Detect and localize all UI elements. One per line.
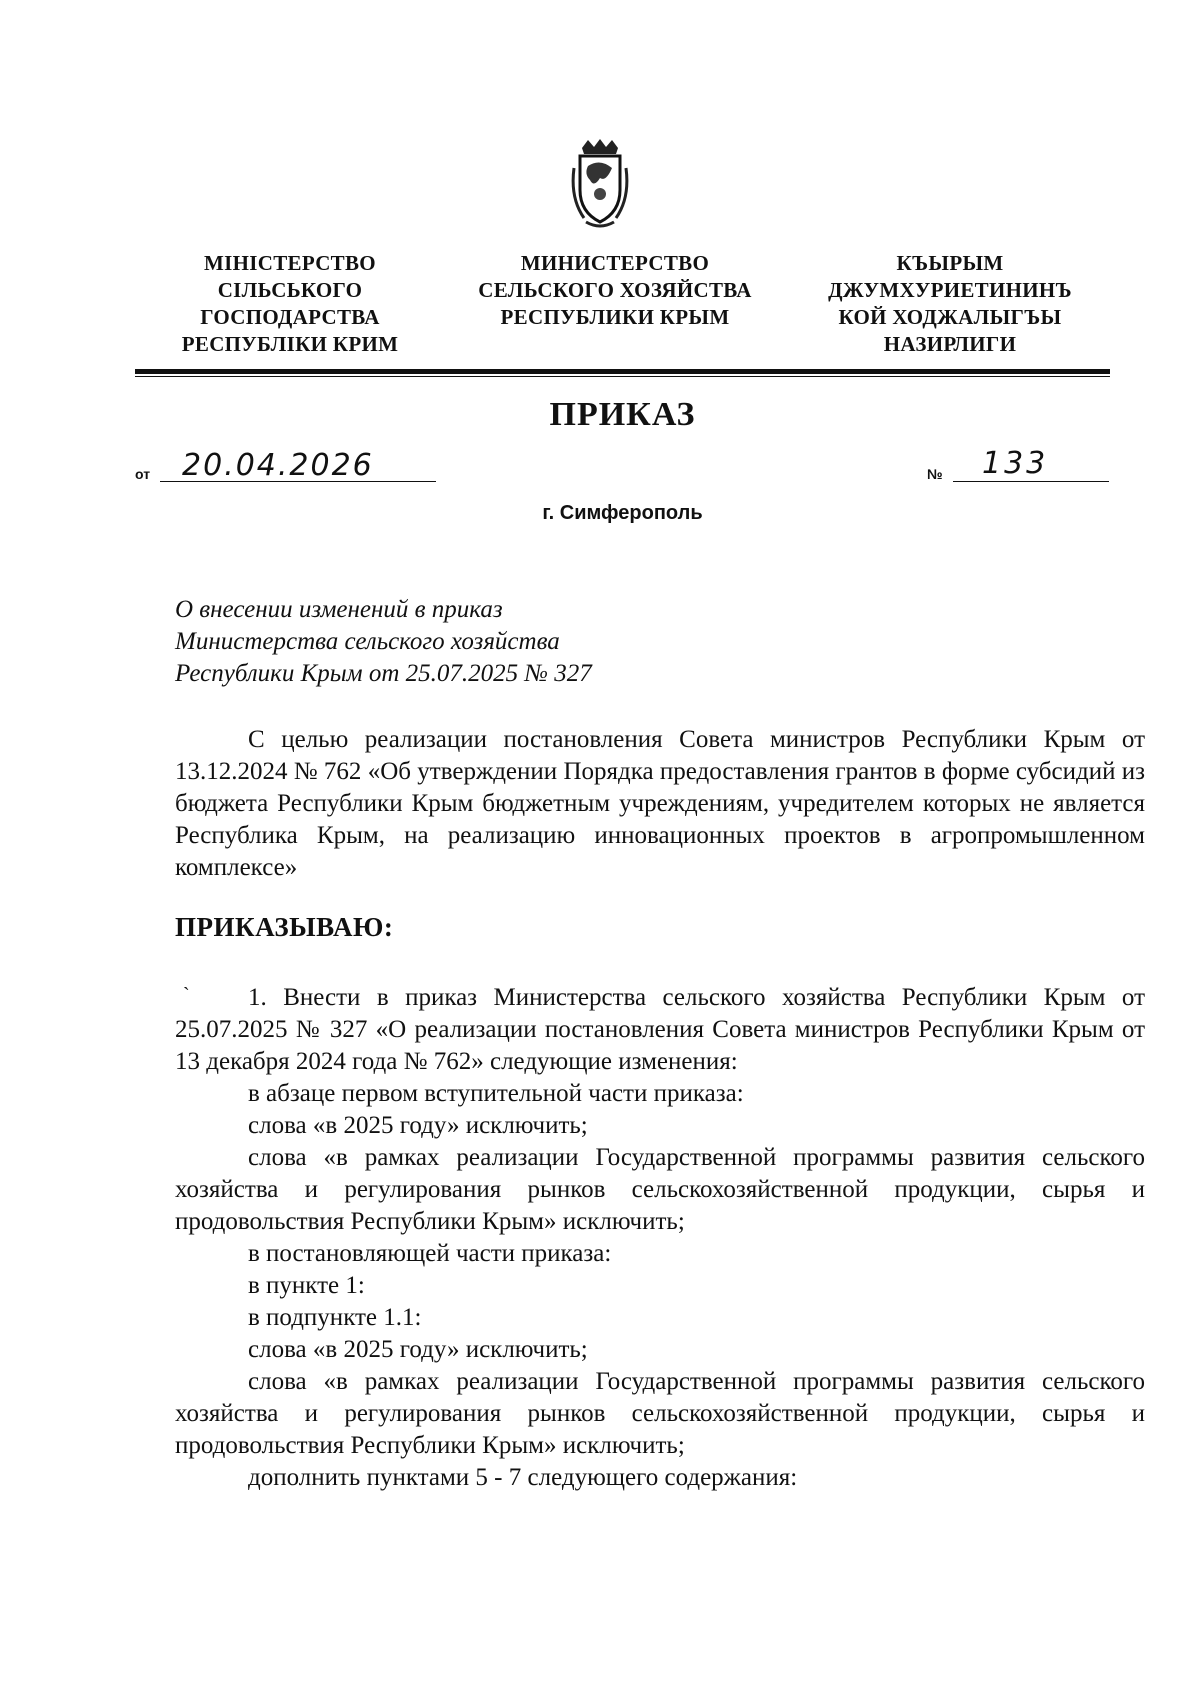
coat-of-arms-emblem [570,138,630,230]
item-line-2: слова «в 2025 году» исключить; [248,1112,588,1139]
item-line-4: в постановляющей части приказа: [248,1240,612,1267]
ministry-name-crimean-tatar [800,250,1100,358]
order-subject [175,594,592,690]
item-line-6: в подпункте 1.1: [248,1304,422,1331]
item-1: 1. Внести в приказ Министерства сельского хозяйства Республики Крым от 25.07.2025 № 327 «О реализации постановления Совета министров Республики Крым от 13 декабря 2024 года № 762» следующие изменения: [175,984,1145,1075]
header-right-line-1: КЪЫРЫМ [896,251,1004,275]
subject-line-3: Республики Крым от 25.07.2025 № 327 [175,660,592,687]
item-line-1: в абзаце первом вступительной части приказа: [248,1080,744,1107]
item-line-7: слова «в 2025 году» исключить; [248,1336,588,1363]
item-line-5: в пункте 1: [248,1272,365,1299]
header-right-line-3: КОЙ ХОДЖАЛЫГЪЫ [838,305,1062,329]
header-divider-thick [135,369,1110,374]
subject-line-1: О внесении изменений в приказ [175,596,503,623]
document-title: ПРИКАЗ [549,396,696,433]
number-underline [953,481,1109,482]
order-number: 133 [982,446,1049,481]
order-items [175,982,1145,1494]
header-center-line-3: РЕСПУБЛИКИ КРЫМ [500,305,730,329]
header-right-line-2: ДЖУМХУРИЕТИНИНЪ [828,278,1072,302]
preamble [175,724,1145,884]
header-left-line-1: МІНІСТЕРСТВО [204,251,376,275]
ministry-name-ukrainian [160,250,420,358]
header-center-line-1: МИНИСТЕРСТВО [520,251,710,275]
subject-line-2: Министерства сельского хозяйства [175,628,560,655]
header-left-line-2: СІЛЬСЬКОГО [217,278,363,302]
order-date: 20.04.2026 [182,448,374,483]
header-left-line-3: ГОСПОДАРСТВА [200,305,380,329]
orders-heading: ПРИКАЗЫВАЮ: [175,912,394,942]
header-center-line-2: СЕЛЬСКОГО ХОЗЯЙСТВА [478,278,752,302]
date-prefix: от [135,466,151,482]
margin-tick-mark: ` [183,984,190,1006]
header-divider-thin [135,376,1110,377]
header-right-line-4: НАЗИРЛИГИ [883,332,1017,356]
preamble-paragraph: С целью реализации постановления Совета министров Республики Крым от 13.12.2024 № 762 «Об утверждении Порядка предоставления грантов в форме субсидий из бюджета Республики Крым бюджетным учреждениям, учредителем которых не является Республика Крым, на реализацию инновационных проектов в агропромышленном комплексе» [175,726,1145,881]
item-line-3: слова «в рамках реализации Государственной программы развития сельского хозяйства и регулирования рынков сельскохозяйственной продукции, сырья и продовольствия Республики Крым» исключить; [175,1144,1145,1235]
item-line-8: слова «в рамках реализации Государственной программы развития сельского хозяйства и регулирования рынков сельскохозяйственной продукции, сырья и продовольствия Республики Крым» исключить; [175,1368,1145,1459]
item-line-9: дополнить пунктами 5 - 7 следующего содержания: [248,1464,798,1491]
city: г. Симферополь [542,502,703,524]
ministry-name-russian [450,250,780,331]
header-left-line-4: РЕСПУБЛІКИ КРИМ [181,332,399,356]
number-prefix: № [927,466,943,482]
